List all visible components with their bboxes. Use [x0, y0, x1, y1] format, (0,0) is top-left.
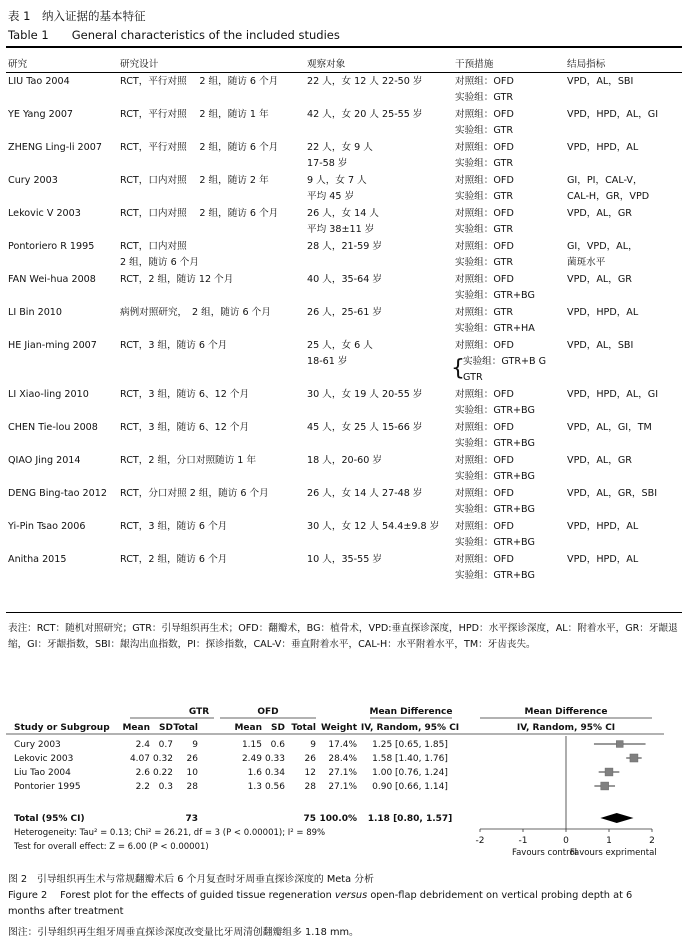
gtr-sd: 0.3 [158, 782, 173, 792]
total-label: Total (95% CI) [14, 814, 85, 824]
row-study-line: CHEN Tie-lou 2008 [8, 422, 98, 433]
row-outcome-line: CAL-H，GR，VPD [567, 191, 650, 202]
row-intervention-line: 对照组：OFD [455, 274, 514, 285]
row-design-line: RCT，3 组，随访 6、12 个月 [120, 422, 250, 433]
effect-square [616, 741, 623, 748]
ofd-mean: 1.15 [241, 740, 262, 750]
row-intervention-line: 实验组：GTR+BG [455, 405, 535, 416]
column-header: Study or Subgroup [14, 723, 110, 733]
study-name: Lekovic 2003 [14, 754, 74, 764]
gtr-sd: 0.32 [152, 754, 173, 764]
table-row [6, 139, 682, 172]
row-design-line: RCT，3 组，随访 6 个月 [120, 340, 228, 351]
row-subjects-line: 26 人，女 14 人 27-48 岁 [307, 488, 423, 499]
row-outcome-line: VPD，HPD，AL [567, 521, 639, 532]
row-subjects-line: 26 人，25-61 岁 [307, 307, 382, 318]
row-outcome-line: VPD，AL，SBI [567, 340, 634, 351]
row-subjects [305, 337, 453, 386]
row-study-line: LIU Tao 2004 [8, 76, 70, 87]
row-outcome [565, 452, 682, 485]
row-subjects [305, 551, 453, 584]
row-intervention [453, 106, 565, 139]
row-study [6, 238, 118, 271]
forest-plot [0, 700, 688, 870]
table-row [6, 304, 682, 337]
row-intervention-line: 对照组：OFD [455, 142, 514, 153]
table-row [6, 271, 682, 304]
table-row [6, 205, 682, 238]
row-study [6, 73, 118, 107]
row-study-line: HE Jian-ming 2007 [8, 340, 97, 351]
column-header: IV, Random, 95% CI [360, 723, 460, 733]
gtr-sd: 0.22 [152, 768, 173, 778]
row-study-line: YE Yang 2007 [8, 109, 74, 120]
table-caption-en: Table 1 General characteristics of the included studies [8, 28, 340, 42]
column-header: Total [291, 723, 316, 733]
row-subjects-line: 30 人，女 19 人 20-55 岁 [307, 389, 423, 400]
column-header: Total [173, 723, 198, 733]
row-design-line: RCT，2 组，随访 6 个月 [120, 554, 228, 565]
ofd-total: 12 [304, 768, 316, 778]
study-name: Cury 2003 [14, 740, 61, 750]
gtr-total: 26 [186, 754, 198, 764]
table-row [6, 172, 682, 205]
table-note: 表注：RCT：随机对照研究；GTR：引导组织再生术；OFD：翻瓣术，BG：植骨术，VPD:垂直探诊深度，HPD：水平探诊深度，AL：附着水平，GR：牙龈退缩，GI：牙龈指数，SBI：龈沟出血指数，PI：探诊指数，CAL-V：垂直附着水平，CAL-H：水平附着水平，TM：牙齿丧失。 [8, 623, 678, 650]
gtr-mean: 4.07 [129, 754, 150, 764]
row-design-line: RCT，口内对照 2 组，随访 6 个月 [120, 208, 279, 219]
weight: 27.1% [328, 768, 357, 778]
ci-text: 1.58 [1.40, 1.76] [372, 754, 448, 764]
row-outcome-line: VPD，AL，GR [567, 208, 632, 219]
ofd-sd: 0.6 [270, 740, 285, 750]
x-tick-label: 1 [606, 836, 612, 846]
row-design-line: RCT，2 组，随访 12 个月 [120, 274, 234, 285]
row-outcome-line: VPD，AL，GR [567, 455, 632, 466]
row-outcome [565, 337, 682, 386]
effect-square [605, 768, 613, 776]
row-design [118, 271, 305, 304]
group-header-ofd: OFD [257, 707, 279, 717]
row-design [118, 419, 305, 452]
gtr-total: 9 [192, 740, 198, 750]
row-subjects [305, 238, 453, 271]
ofd-total: 28 [304, 782, 316, 792]
row-design [118, 337, 305, 386]
row-design [118, 172, 305, 205]
ofd-mean: 1.6 [247, 768, 262, 778]
table-row [6, 485, 682, 518]
row-design [118, 452, 305, 485]
row-outcome [565, 386, 682, 419]
row-outcome-line: VPD，AL，SBI [567, 76, 634, 87]
weight: 17.4% [328, 740, 357, 750]
row-outcome-line: VPD，HPD，AL，GI [567, 389, 659, 400]
row-design-line: RCT，平行对照 2 组，随访 1 年 [120, 109, 269, 120]
row-design [118, 139, 305, 172]
header-subjects: 观察对象 [305, 53, 453, 73]
ofd-mean: 1.3 [247, 782, 262, 792]
overall-effect-text: Test for overall effect: Z = 6.00 (P < 0.00001) [14, 842, 209, 852]
row-design [118, 205, 305, 238]
row-outcome [565, 106, 682, 139]
favours-experimental-label: Favours exprimental [569, 848, 657, 858]
ofd-total: 26 [304, 754, 316, 764]
row-intervention-line: 对照组：GTR [455, 307, 513, 318]
row-intervention [453, 419, 565, 452]
figure-caption-en: Figure 2 Forest plot for the effects of guided tissue regeneration versus open-flap debridement on vertical probing depth at 6 months after treatment [8, 890, 633, 917]
weight: 27.1% [328, 782, 357, 792]
row-intervention-line: 实验组：GTR+BG [455, 290, 535, 301]
row-design-line: 病例对照研究， 2 组，随访 6 个月 [120, 307, 271, 318]
row-intervention-line: 实验组：GTR [455, 257, 513, 268]
row-outcome [565, 551, 682, 584]
row-study-line: LI Bin 2010 [8, 307, 63, 318]
row-intervention [453, 205, 565, 238]
row-intervention-line: 实验组：GTR+BG [455, 504, 535, 515]
row-subjects [305, 205, 453, 238]
row-design [118, 386, 305, 419]
table-row [6, 337, 682, 386]
row-subjects [305, 172, 453, 205]
row-study [6, 386, 118, 419]
row-intervention-line: 对照组：OFD [455, 389, 514, 400]
total-diamond [600, 813, 633, 823]
row-outcome [565, 205, 682, 238]
row-subjects-line: 28 人，21-59 岁 [307, 241, 382, 252]
table-row [6, 518, 682, 551]
row-subjects [305, 386, 453, 419]
row-study [6, 551, 118, 584]
row-intervention [453, 73, 565, 107]
row-outcome [565, 172, 682, 205]
brace-mark: { [451, 356, 465, 381]
row-study [6, 337, 118, 386]
row-study-line: QIAO Jing 2014 [8, 455, 81, 466]
row-subjects-line: 22 人，女 9 人 [307, 142, 373, 153]
table-caption-cn: 表 1 纳入证据的基本特征 [8, 9, 146, 23]
row-design-line: RCT，口内对照 [120, 241, 187, 252]
gtr-total: 10 [186, 768, 198, 778]
table-row [6, 73, 682, 107]
gtr-mean: 2.4 [135, 740, 150, 750]
row-outcome-line: VPD，AL，GR，SBI [567, 488, 658, 499]
row-subjects [305, 518, 453, 551]
row-intervention-line: 对照组：OFD [455, 241, 514, 252]
row-subjects-line: 26 人，女 14 人 [307, 208, 379, 219]
total-ofd: 75 [303, 814, 316, 824]
row-study [6, 106, 118, 139]
row-design-line: RCT，口内对照 2 组，随访 2 年 [120, 175, 269, 186]
row-outcome-line: VPD，HPD，AL [567, 142, 639, 153]
row-subjects [305, 106, 453, 139]
row-intervention-line: 对照组：OFD [455, 340, 514, 351]
row-study [6, 205, 118, 238]
row-intervention-line: 实验组：GTR+BG [455, 438, 535, 449]
column-header: SD [271, 723, 285, 733]
favours-control-label: Favours control [511, 848, 578, 858]
row-subjects-line: 17-58 岁 [307, 158, 348, 169]
group-header-md-stats: Mean Difference [369, 707, 453, 717]
gtr-mean: 2.2 [135, 782, 150, 792]
row-intervention-line: 对照组：OFD [455, 109, 514, 120]
table-row [6, 386, 682, 419]
row-subjects-line: 平均 38±11 岁 [307, 224, 375, 235]
gtr-total: 28 [186, 782, 198, 792]
row-intervention [453, 551, 565, 584]
x-tick-label: -1 [518, 836, 528, 846]
x-tick-label: 0 [563, 836, 569, 846]
row-intervention [453, 337, 565, 386]
row-study-line: Yi-Pin Tsao 2006 [8, 521, 86, 532]
table-row [6, 551, 682, 584]
row-design [118, 485, 305, 518]
study-name: Liu Tao 2004 [14, 768, 71, 778]
row-design [118, 106, 305, 139]
row-subjects [305, 485, 453, 518]
row-intervention-line: 对照组：OFD [455, 208, 514, 219]
row-intervention [453, 238, 565, 271]
ofd-total: 9 [310, 740, 316, 750]
row-study [6, 518, 118, 551]
column-header: IV, Random, 95% CI [516, 723, 616, 733]
row-design-line: RCT，3 组，随访 6 个月 [120, 521, 228, 532]
figure-caption-cn: 图 2 引导组织再生术与常规翻瓣术后 6 个月复查时牙周垂直探诊深度的 Meta 分析 [8, 874, 374, 885]
ofd-sd: 0.34 [264, 768, 285, 778]
row-study-line: Cury 2003 [8, 175, 58, 186]
table-top-rule [6, 46, 682, 48]
ci-text: 1.00 [0.76, 1.24] [372, 768, 448, 778]
row-study [6, 172, 118, 205]
row-intervention-line: 对照组：OFD [455, 175, 514, 186]
row-outcome [565, 238, 682, 271]
row-intervention-line: 实验组：GTR [455, 125, 513, 136]
row-intervention-line: 实验组：GTR [455, 158, 513, 169]
header-outcome: 结局指标 [565, 53, 682, 73]
row-intervention-line: 实验组：GTR [455, 191, 513, 202]
effect-square [601, 782, 609, 790]
row-intervention-line: 对照组：OFD [455, 455, 514, 466]
row-intervention-line: 实验组：GTR [455, 224, 513, 235]
x-tick-label: -2 [475, 836, 485, 846]
row-intervention [453, 485, 565, 518]
row-outcome [565, 139, 682, 172]
row-subjects-line: 18-61 岁 [307, 356, 348, 367]
table-row [6, 419, 682, 452]
row-subjects [305, 452, 453, 485]
study-name: Pontorier 1995 [14, 782, 81, 792]
row-subjects-line: 22 人，女 12 人 22-50 岁 [307, 76, 423, 87]
row-study [6, 304, 118, 337]
x-tick-label: 2 [649, 836, 655, 846]
table-row [6, 106, 682, 139]
row-design-line: 2 组，随访 6 个月 [120, 257, 199, 268]
row-outcome [565, 271, 682, 304]
row-outcome-line: GI，PI，CAL-V， [567, 175, 643, 186]
row-intervention [453, 139, 565, 172]
row-outcome-line: 菌斑水平 [567, 257, 606, 268]
row-study [6, 452, 118, 485]
row-intervention [453, 452, 565, 485]
row-intervention-line: 对照组：OFD [455, 488, 514, 499]
row-subjects-line: 30 人，女 12 人 54.4±9.8 岁 [307, 521, 440, 532]
row-subjects-line: 18 人，20-60 岁 [307, 455, 382, 466]
row-design-line: RCT，平行对照 2 组，随访 6 个月 [120, 142, 279, 153]
row-outcome-line: VPD，HPD，AL，GI [567, 109, 659, 120]
row-study [6, 485, 118, 518]
row-outcome [565, 419, 682, 452]
column-header: Mean [234, 723, 262, 733]
row-study-line: DENG Bing-tao 2012 [8, 488, 107, 499]
row-design [118, 73, 305, 107]
row-design [118, 238, 305, 271]
row-subjects-line: 25 人，女 6 人 [307, 340, 373, 351]
row-subjects [305, 139, 453, 172]
row-intervention-line: 实验组：GTR+BG [455, 570, 535, 581]
row-study [6, 139, 118, 172]
effect-square [630, 754, 638, 762]
column-header: SD [159, 723, 173, 733]
ci-text: 1.25 [0.65, 1.85] [372, 740, 448, 750]
row-design-line: RCT，分口对照 2 组，随访 6 个月 [120, 488, 269, 499]
row-study [6, 419, 118, 452]
row-intervention-line: 实验组：GTR+B G [463, 356, 547, 367]
row-intervention-line: 实验组：GTR+HA [455, 323, 535, 334]
row-intervention [453, 386, 565, 419]
row-intervention-line: GTR [463, 372, 483, 383]
row-outcome [565, 518, 682, 551]
ofd-mean: 2.49 [241, 754, 262, 764]
row-subjects-line: 45 人，女 25 人 15-66 岁 [307, 422, 423, 433]
heterogeneity-text: Heterogeneity: Tau² = 0.13; Chi² = 26.21, df = 3 (P < 0.00001); I² = 89% [14, 828, 326, 838]
table-row [6, 238, 682, 271]
row-study [6, 271, 118, 304]
characteristics-table [6, 53, 682, 584]
row-subjects [305, 419, 453, 452]
row-outcome-line: VPD，HPD，AL [567, 307, 639, 318]
row-intervention [453, 518, 565, 551]
row-subjects-line: 40 人，35-64 岁 [307, 274, 382, 285]
row-outcome [565, 73, 682, 107]
row-outcome [565, 304, 682, 337]
row-design [118, 518, 305, 551]
group-header-gtr: GTR [188, 707, 210, 717]
row-subjects [305, 271, 453, 304]
figure-note: 图注：引导组织再生组牙周垂直探诊深度改变量比牙周清创翻瓣组多 1.18 mm。 [8, 927, 359, 938]
row-study-line: FAN Wei-hua 2008 [8, 274, 96, 285]
group-header-md-plot: Mean Difference [524, 707, 608, 717]
row-design [118, 304, 305, 337]
row-intervention [453, 304, 565, 337]
row-intervention-line: 对照组：OFD [455, 521, 514, 532]
table-header-row [6, 53, 682, 73]
total-ci-text: 1.18 [0.80, 1.57] [367, 814, 453, 824]
row-intervention-line: 实验组：GTR+BG [455, 471, 535, 482]
row-design-line: RCT，平行对照 2 组，随访 6 个月 [120, 76, 279, 87]
row-design-line: RCT，3 组，随访 6、12 个月 [120, 389, 250, 400]
row-intervention [453, 172, 565, 205]
row-subjects-line: 9 人，女 7 人 [307, 175, 367, 186]
row-study-line: LI Xiao-ling 2010 [8, 389, 89, 400]
row-study-line: Lekovic V 2003 [8, 208, 81, 219]
header-study: 研究 [6, 53, 118, 73]
row-design [118, 551, 305, 584]
column-header: Weight [321, 723, 357, 733]
row-intervention-line: 实验组：GTR [455, 92, 513, 103]
row-study-line: Pontoriero R 1995 [8, 241, 95, 252]
gtr-mean: 2.6 [135, 768, 150, 778]
row-study-line: ZHENG Ling-li 2007 [8, 142, 102, 153]
weight: 28.4% [328, 754, 357, 764]
table-row [6, 452, 682, 485]
row-outcome-line: VPD，HPD，AL [567, 554, 639, 565]
row-study-line: Anitha 2015 [8, 554, 67, 565]
ci-text: 0.90 [0.66, 1.14] [372, 782, 448, 792]
row-subjects [305, 73, 453, 107]
row-intervention-line: 对照组：OFD [455, 554, 514, 565]
row-design-line: RCT，2 组，分口对照随访 1 年 [120, 455, 257, 466]
table-bottom-rule [6, 612, 682, 613]
total-gtr: 73 [185, 814, 198, 824]
row-subjects-line: 10 人，35-55 岁 [307, 554, 382, 565]
row-outcome [565, 485, 682, 518]
header-design: 研究设计 [118, 53, 305, 73]
row-outcome-line: VPD，AL，GI，TM [567, 422, 652, 433]
row-intervention [453, 271, 565, 304]
ofd-sd: 0.56 [264, 782, 285, 792]
total-weight: 100.0% [319, 814, 357, 824]
row-intervention-line: 实验组：GTR+BG [455, 537, 535, 548]
row-intervention-line: 对照组：OFD [455, 422, 514, 433]
row-outcome-line: VPD，AL，GR [567, 274, 632, 285]
column-header: Mean [122, 723, 150, 733]
row-subjects [305, 304, 453, 337]
row-intervention-line: 对照组：OFD [455, 76, 514, 87]
row-subjects-line: 平均 45 岁 [307, 191, 355, 202]
header-intervention: 干预措施 [453, 53, 565, 73]
gtr-sd: 0.7 [158, 740, 173, 750]
row-outcome-line: GI，VPD，AL， [567, 241, 638, 252]
row-subjects-line: 42 人，女 20 人 25-55 岁 [307, 109, 423, 120]
ofd-sd: 0.33 [264, 754, 285, 764]
